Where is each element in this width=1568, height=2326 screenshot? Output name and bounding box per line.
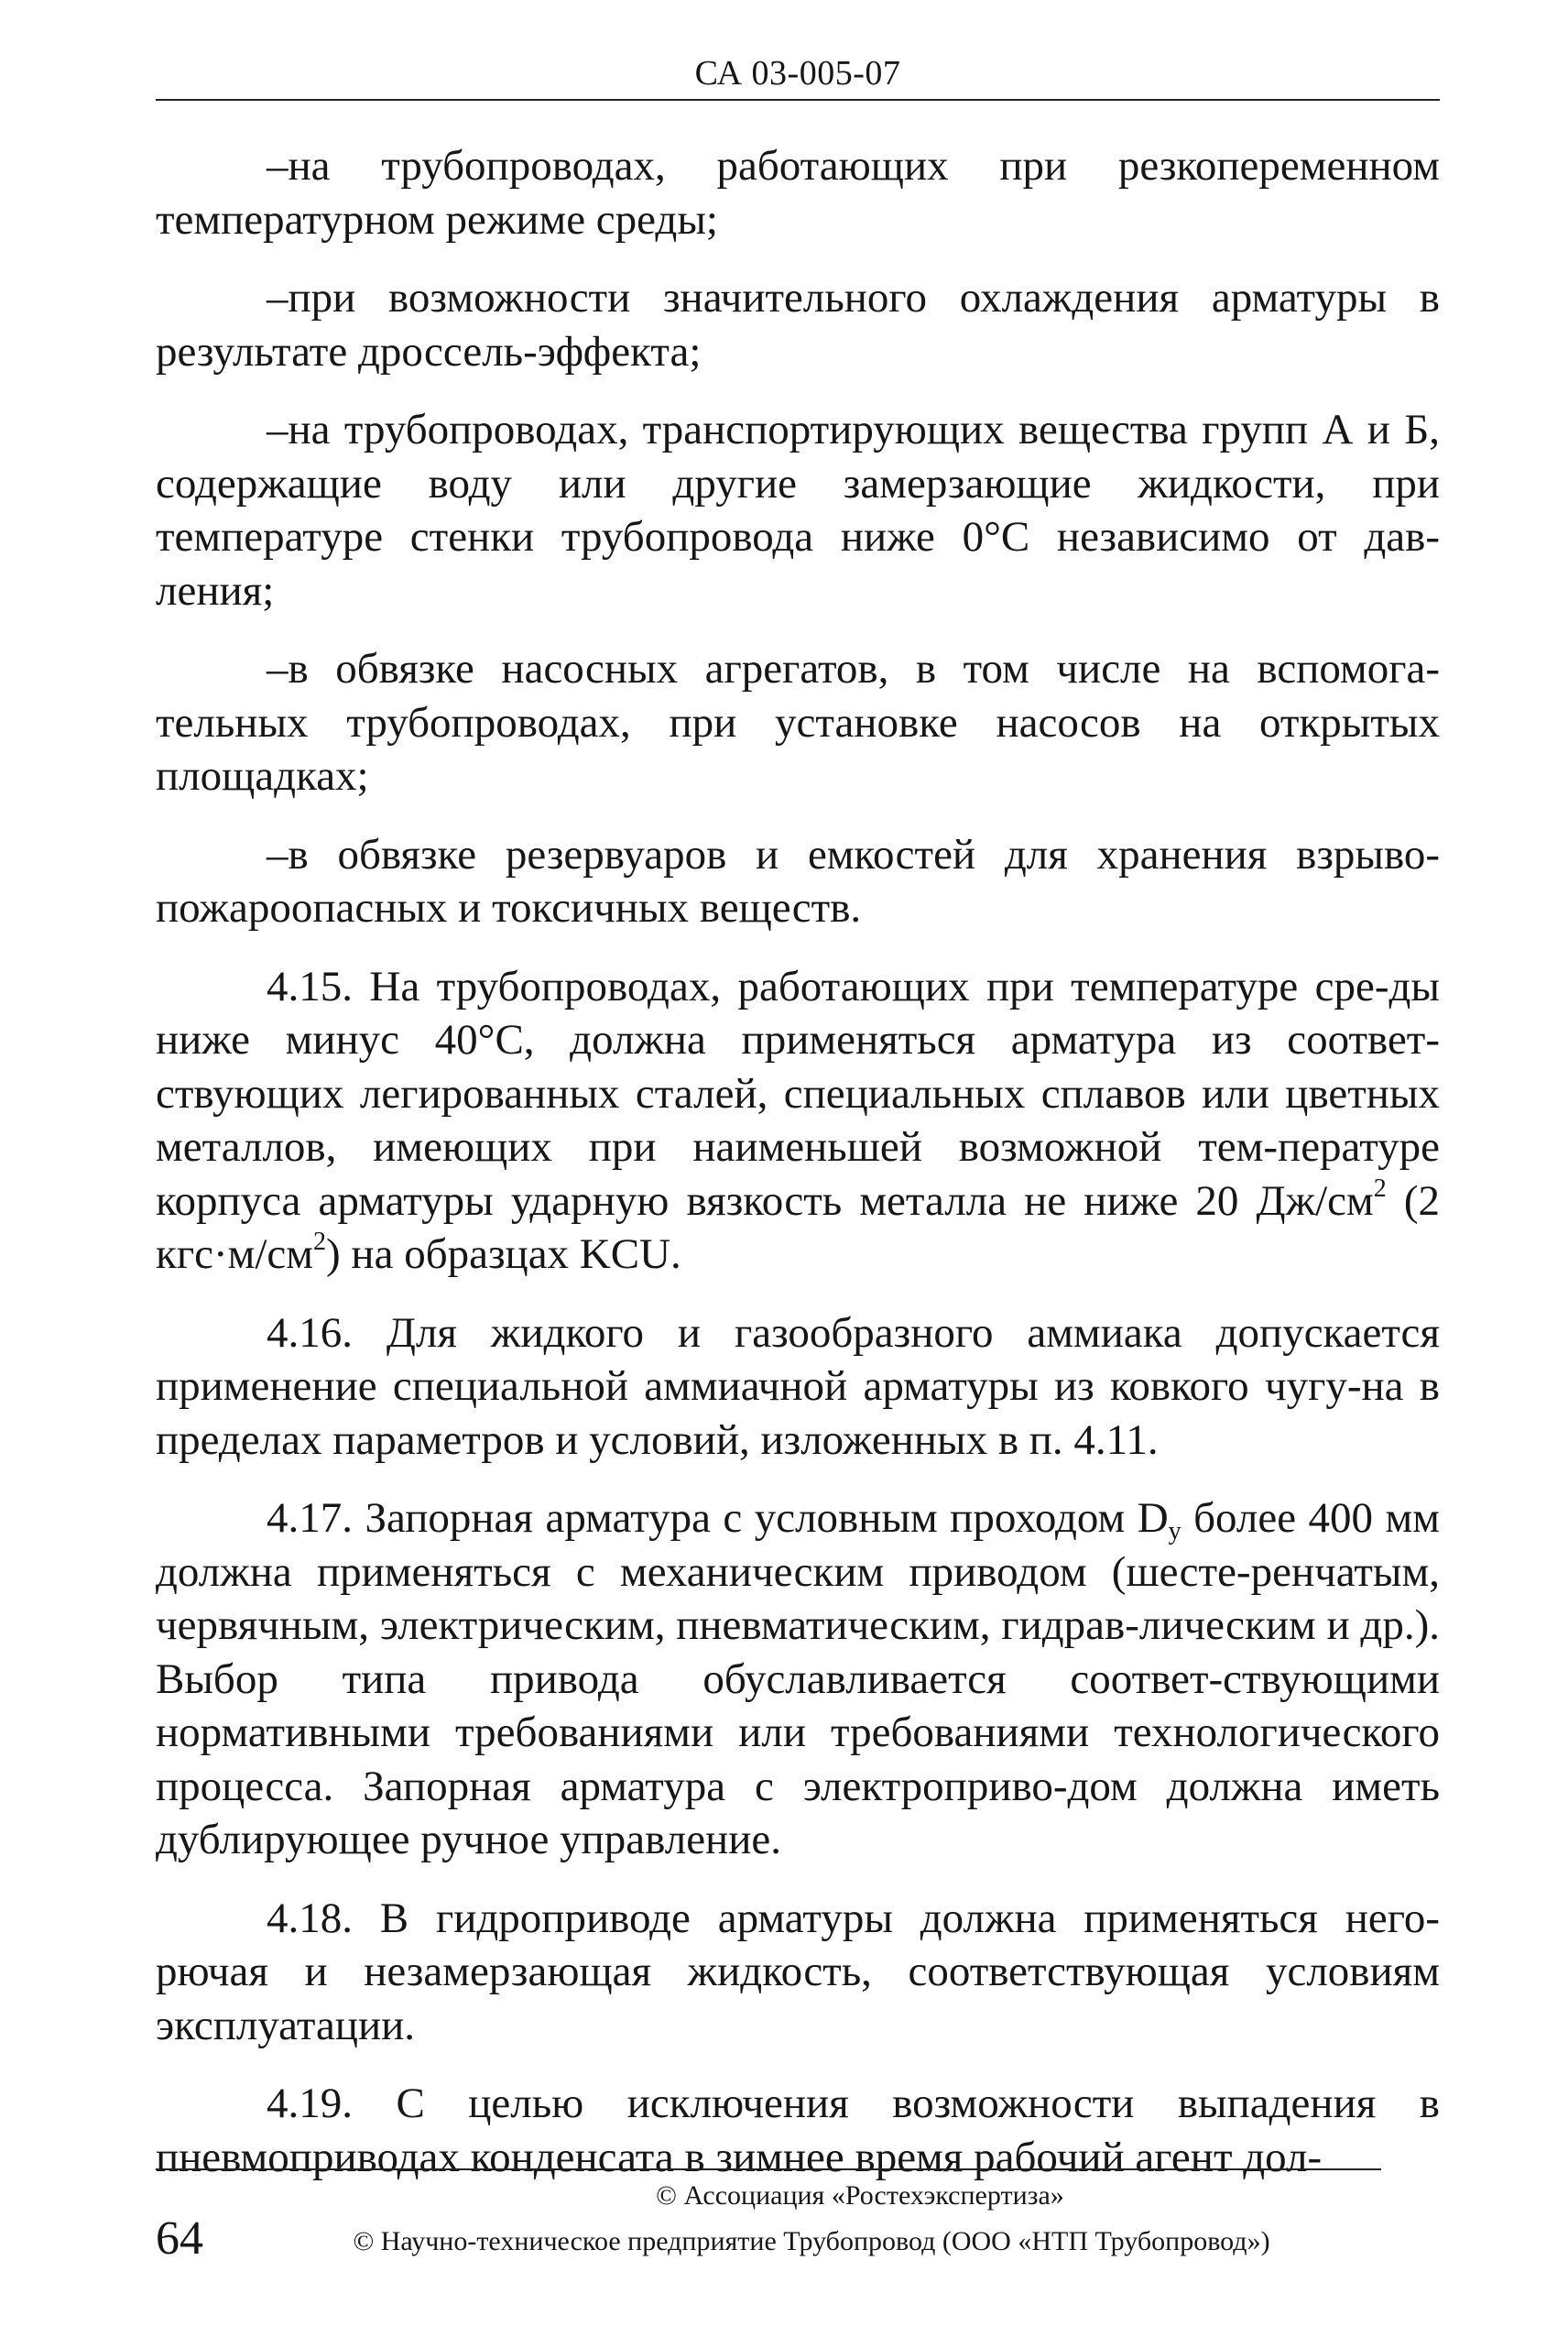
document-code: СА 03-005-07 <box>694 54 901 93</box>
paragraph-4-15-text: 4.15. На трубопроводах, работающих при температуре сре-ды ниже минус 40°С, должна применяться арматура из соответ-ствующих легированных сталей, специальных сплавов или цветных металлов, имеющих при наименьшей возможной тем-пературе корпуса арматуры ударную вязкость металла не ниже 20 Дж/см <box>156 962 1440 1225</box>
list-item-2: –при возможности значительного охлаждения арматуры в результате дроссель-эффекта; <box>156 274 1440 376</box>
header-divider <box>156 99 1440 101</box>
copyright-line-1: © Ассоциация «Ростехэкспертиза» <box>656 2180 1064 2211</box>
paragraph-4-16: 4.16. Для жидкого и газообразного аммиака допускается применение специальной аммиачной арматуры из ковкого чугу-на в пределах параметров и условий, изложенных в п. 4.11. <box>156 1308 1440 1464</box>
body-text <box>156 139 1440 2184</box>
list-item-3: –на трубопроводах, транспортирующих вещества групп А и Б, содержащие воду или другие замерзающие жидкости, при температуре стенки трубопровода ниже 0°С независимо от дав-ления; <box>156 406 1440 615</box>
footer-divider <box>156 2168 1381 2170</box>
paragraph-4-18: 4.18. В гидроприводе арматуры должна применяться него-рючая и незамерзающая жидкость, соответствующая условиям эксплуатации. <box>156 1894 1440 2049</box>
paragraph-4-15-text-end: ) на образцах KCU. <box>326 1230 681 1278</box>
copyright-line-2: © Научно-техническое предприятие Трубопровод (ООО «НТП Трубопровод») <box>353 2226 1270 2256</box>
list-item-1: –на трубопроводах, работающих при резкопеременном температурном режиме среды; <box>156 142 1440 244</box>
paragraph-4-15-text-middle: (2 кгс·м/см <box>156 1176 1440 1278</box>
paragraph-4-19: 4.19. С целью исключения возможности выпадения в пневмоприводах конденсата в зимнее время рабочий агент дол- <box>156 2080 1440 2181</box>
footer <box>156 2179 1381 2265</box>
paragraph-4-17-text-end: более 400 мм должна применяться с механическим приводом (шесте-ренчатым, червячным, электрическим, пневматическим, гидрав-лическим и др.). Выбор типа привода обуславливается соответ-ствующими нормативными требованиями или требованиями технологического процесса. Запорная арматура с электроприво-дом должна иметь дублирующее ручное управление. <box>156 1494 1440 1863</box>
paragraph-4-15 <box>156 960 1440 1282</box>
page-number: 64 <box>156 2212 203 2265</box>
paragraph-4-17-text: 4.17. Запорная арматура с условным проходом D <box>267 1494 1169 1542</box>
superscript-2: 2 <box>313 1228 327 1256</box>
list-item-4: –в обвязке насосных агрегатов, в том числе на вспомога-тельных трубопроводах, при установке насосов на открытых площадках; <box>156 645 1440 800</box>
superscript-2: 2 <box>1373 1174 1387 1203</box>
subscript-y: y <box>1168 1517 1181 1545</box>
paragraph-4-17 <box>156 1491 1440 1867</box>
list-item-5: –в обвязке резервуаров и емкостей для хранения взрыво-пожароопасных и токсичных веществ. <box>156 830 1440 932</box>
